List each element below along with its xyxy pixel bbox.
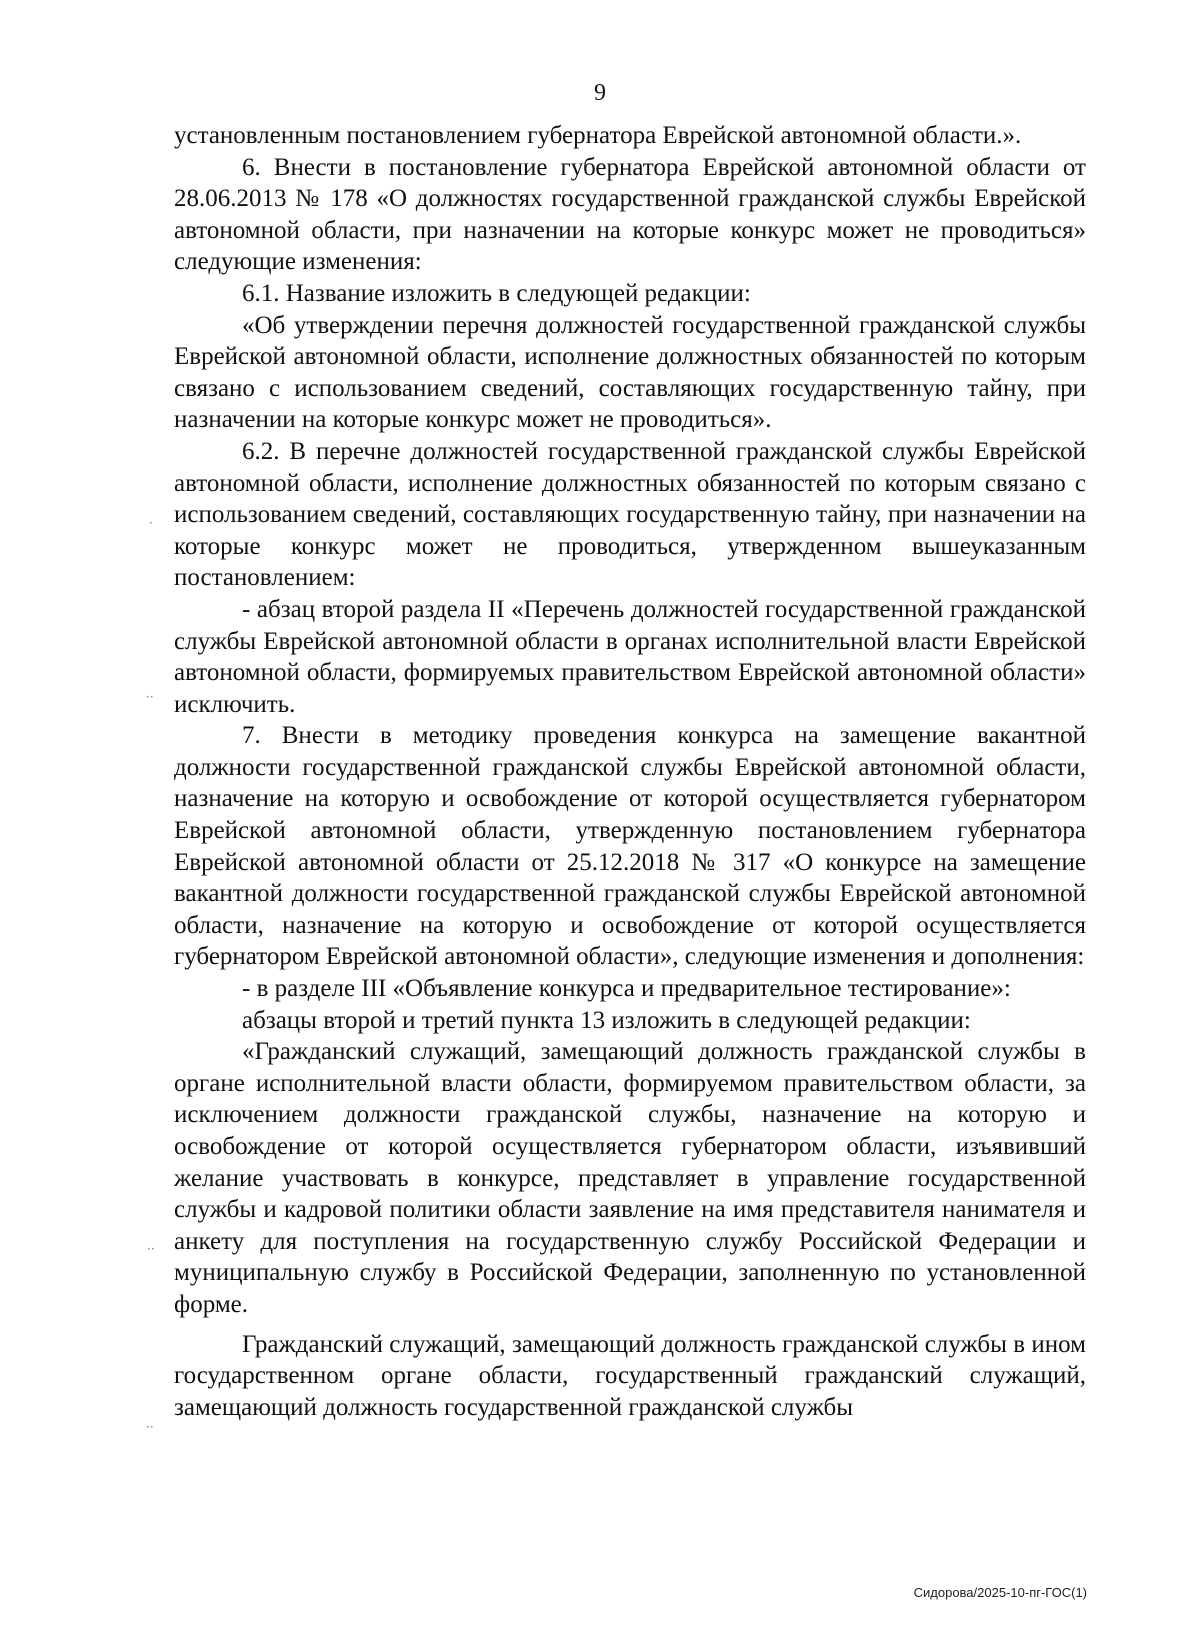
paragraph-item-6: 6. Внести в постановление губернатора Еврейской автономной области от 28.06.2013 № 178 «О должностях государственной гражданской службы Еврейской автономной области, при назначении на которые конкурс может не проводиться» следующие изменения: (174, 153, 1086, 276)
paragraph-item-13-third: Гражданский служащий, замещающий должность гражданской службы в ином государственном органе области, государственный гражданский служащий, замещающий должность государственной гражданской службы (174, 1330, 1086, 1421)
scan-dot-mark: ·· (147, 1242, 155, 1256)
paragraph-item-6-2: 6.2. В перечне должностей государственной гражданской службы Еврейской автономной области, исполнение должностных обязанностей по которым связано с использованием сведений, составляющих государственную тайну, при назначении на которые конкурс может не проводиться, утвержденном вышеуказанным постановлением: (174, 437, 1086, 592)
paragraph-section-ii-exclusion: - абзац второй раздела II «Перечень должностей государственной гражданской службы Еврейской автономной области в органах исполнительной власти Еврейской автономной области, формируемых правительством Еврейской автономной области» исключить. (174, 595, 1086, 718)
scan-dot-mark: ·· (146, 1420, 154, 1434)
paragraph-new-title: «Об утверждении перечня должностей государственной гражданской службы Еврейской автономной области, исполнение должностных обязанностей по которым связано с использованием сведений, составляющих государственную тайну, при назначении на которые конкурс может не проводиться». (174, 311, 1086, 434)
paragraph-item-13-second: «Гражданский служащий, замещающий должность гражданской службы в органе исполнительной власти области, формируемом правительством области, за исключением должности гражданской службы, назначение на которую и освобождение от которой осуществляется губернатором области, изъявивший желание участвовать в конкурсе, представляет в управление государственной службы и кадровой политики области заявление на имя представителя нанимателя и анкету для поступления на государственную службу Российской Федерации и муниципальную службу в Российской Федерации, заполненную по установленной форме. (174, 1038, 1086, 1318)
scan-dot-mark: · (149, 516, 153, 530)
scan-dot-mark: ·· (146, 690, 154, 704)
paragraph-item-7: 7. Внести в методику проведения конкурса на замещение вакантной должности государственной гражданской службы Еврейской автономной области, назначение на которую и освобождение от которой осуществляется губернатором Еврейской автономной области, утвержденную постановлением губернатора Еврейской автономной области от 25.12.2018 № 317 «О конкурсе на замещение вакантной должности государственной гражданской службы Еврейской автономной области, назначение на которую и освобождение от которой осуществляется губернатором Еврейской автономной области», следующие изменения и дополнения: (174, 722, 1086, 971)
paragraph-continuation: установленным постановлением губернатора Еврейской автономной области.». (174, 122, 1022, 149)
paragraph-item-13-intro: абзацы второй и третий пункта 13 изложить в следующей редакции: (242, 1006, 971, 1034)
document-body (174, 120, 1086, 1423)
page-number: 9 (594, 80, 606, 106)
document-registration-code: Сидорова/2025-10-пг-ГОС(1) (913, 1585, 1087, 1600)
paragraph-item-6-1: 6.1. Название изложить в следующей редакции: (242, 279, 751, 307)
paragraph-section-iii: - в разделе III «Объявление конкурса и предварительное тестирование»: (242, 975, 1011, 1003)
